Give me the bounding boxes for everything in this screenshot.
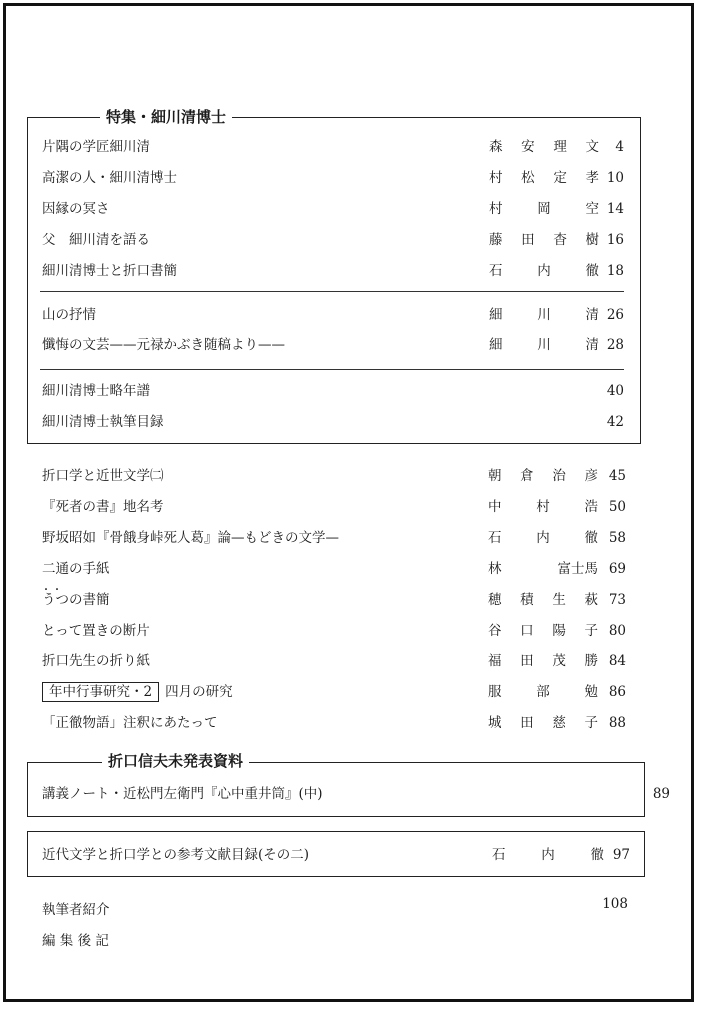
entry-author	[489, 167, 599, 189]
entry-page: 97	[612, 847, 630, 863]
toc-entry	[42, 260, 642, 282]
author-char: 服	[488, 684, 502, 701]
author-char: 城	[488, 715, 502, 732]
author-char: 林	[488, 560, 502, 577]
entry-page: 26	[606, 307, 624, 323]
toc-entry	[42, 650, 642, 672]
entry-title: 片隅の学匠細川清	[42, 139, 150, 155]
entry-title: 講義ノート・近松門左衛門『心中重井筒』(中)	[42, 786, 323, 802]
entry-page: 108	[602, 896, 628, 912]
entry-title: 細川清博士執筆目録	[42, 414, 164, 430]
author-char: 徹	[584, 529, 598, 546]
author-char: 部	[536, 684, 550, 701]
entry-author	[489, 304, 599, 326]
author-char: 松	[521, 170, 535, 186]
author-char: 細	[489, 307, 503, 323]
author-char: 岡	[537, 201, 551, 217]
toc-entry	[42, 496, 642, 518]
author-char: 清	[585, 307, 599, 323]
entry-page: 80	[608, 622, 626, 639]
emphasis-dotted-text: ・・ うつ	[42, 592, 69, 608]
entry-page: 89	[652, 786, 670, 802]
author-char: 田	[521, 232, 535, 248]
toc-entry	[42, 681, 642, 703]
entry-page: 42	[606, 414, 624, 430]
author-char: 治	[552, 468, 566, 484]
entry-title: 山の抒情	[42, 307, 96, 323]
entry-title: 高潔の人・細川清博士	[42, 170, 177, 186]
author-char: 徹	[590, 847, 604, 863]
entry-page: 40	[606, 383, 624, 399]
author-char: 石	[492, 847, 506, 863]
author-char: 定	[553, 170, 567, 186]
author-char: 村	[489, 201, 503, 217]
author-char: 中	[488, 498, 502, 515]
author-char: 川	[537, 307, 551, 323]
feature-divider-2	[40, 369, 624, 370]
entry-title: 執筆者紹介	[42, 902, 110, 918]
author-char: 孝	[585, 170, 599, 186]
author-char: 石	[489, 263, 503, 279]
entry-author	[489, 334, 599, 356]
entry-author	[489, 136, 599, 158]
entry-page: 50	[608, 498, 626, 515]
author-char: 浩	[584, 498, 598, 515]
author-char: 石	[488, 529, 502, 546]
toc-entry	[42, 380, 642, 402]
author-char: 谷	[488, 622, 502, 639]
entry-title: 二通の手紙	[42, 560, 110, 577]
entry-page: 18	[606, 263, 624, 279]
author-char: 杳	[553, 232, 567, 248]
entry-title: 編 集 後 記	[42, 933, 109, 949]
entry-title: 折口学と近世文学㈡	[42, 468, 164, 484]
contributors-entry	[42, 896, 642, 921]
author-char: 富士馬	[557, 560, 598, 577]
author-char: 勉	[584, 684, 598, 701]
bibliography-entry	[42, 844, 642, 866]
author-char: 生	[552, 591, 566, 608]
entry-page: 4	[615, 139, 624, 155]
entry-author	[488, 496, 598, 518]
unpublished-entry	[42, 783, 670, 805]
author-char: 内	[536, 529, 550, 546]
author-char: 内	[537, 263, 551, 279]
series-label-box: 年中行事研究・2	[42, 682, 159, 702]
author-char: 文	[585, 139, 599, 155]
entry-page: 28	[606, 337, 624, 353]
author-char: 朝	[488, 468, 502, 484]
entry-title: 年中行事研究・2 四月の研究	[42, 681, 233, 703]
feature-divider-1	[40, 291, 624, 292]
toc-entry	[42, 620, 642, 642]
entry-page: 16	[606, 232, 624, 248]
entry-title: とって置きの断片	[42, 622, 150, 639]
entry-title: 父 細川清を語る	[42, 232, 150, 248]
entry-page: 14	[606, 201, 624, 217]
toc-entry	[42, 465, 642, 487]
author-char: 徹	[585, 263, 599, 279]
entry-title: 「正徹物語」注釈にあたって	[42, 715, 218, 732]
entry-page: 69	[608, 560, 626, 577]
toc-entry	[42, 589, 642, 611]
entry-page: 73	[608, 591, 626, 608]
author-char: 理	[553, 139, 567, 155]
entry-author	[488, 465, 598, 487]
toc-entry	[42, 411, 642, 433]
toc-entry	[42, 304, 642, 326]
author-char: 口	[520, 622, 534, 639]
entry-title: 懺悔の文芸——元禄かぶき随稿より——	[42, 337, 285, 353]
author-char: 子	[584, 715, 598, 732]
entry-title: 『死者の書』地名考	[42, 498, 164, 515]
author-char: 森	[489, 139, 503, 155]
toc-entry	[42, 334, 642, 356]
author-char: 内	[541, 847, 555, 863]
author-char: 陽	[552, 622, 566, 639]
author-char: 子	[584, 622, 598, 639]
toc-entry	[42, 229, 642, 251]
entry-author	[488, 681, 598, 703]
author-char: 勝	[584, 653, 598, 670]
entry-page: 10	[606, 170, 624, 186]
author-char: 村	[489, 170, 503, 186]
author-char: 細	[489, 337, 503, 353]
entry-author	[489, 229, 599, 251]
toc-entry	[42, 712, 642, 734]
author-char: 慈	[552, 715, 566, 732]
entry-title: 折口先生の折り紙	[42, 653, 150, 670]
author-char: 福	[488, 653, 502, 670]
toc-entry	[42, 136, 642, 158]
author-char: 茂	[552, 653, 566, 670]
toc-entry	[42, 198, 642, 220]
entry-title: ・・ うつの書簡	[42, 589, 110, 611]
entry-author	[489, 198, 599, 220]
author-char: 田	[520, 653, 534, 670]
author-char: 彦	[584, 468, 598, 484]
entry-author	[488, 712, 598, 734]
author-char: 安	[521, 139, 535, 155]
entry-author	[488, 558, 598, 580]
toc-entry	[42, 558, 642, 580]
author-char: 樹	[585, 232, 599, 248]
entry-author	[488, 527, 598, 549]
entry-author	[488, 589, 598, 611]
entry-author	[488, 620, 598, 642]
author-char: 清	[585, 337, 599, 353]
entry-page: 84	[608, 653, 626, 670]
author-char: 空	[585, 201, 599, 217]
toc-entry	[42, 527, 642, 549]
author-char: 藤	[489, 232, 503, 248]
entry-title: 細川清博士と折口書簡	[42, 263, 177, 279]
entry-author	[488, 650, 598, 672]
author-char: 村	[536, 498, 550, 515]
author-char: 川	[537, 337, 551, 353]
entry-page: 86	[608, 684, 626, 701]
entry-author	[492, 844, 604, 866]
entry-page: 88	[608, 715, 626, 732]
author-char: 田	[520, 715, 534, 732]
toc-entry	[42, 167, 642, 189]
author-char: 積	[520, 591, 534, 608]
entry-title: 因縁の冥さ	[42, 201, 110, 217]
feature-section-title: 特集・細川清博士	[100, 108, 232, 126]
entry-title: 細川清博士略年譜	[42, 383, 150, 399]
entry-page: 58	[608, 529, 626, 546]
author-char: 穂	[488, 591, 502, 608]
unpublished-section-title: 折口信夫未発表資料	[102, 752, 249, 770]
entry-title: 近代文学と折口学との参考文献目録(その二)	[42, 847, 310, 863]
editorial-entry	[42, 930, 342, 952]
entry-author	[489, 260, 599, 282]
author-char: 萩	[584, 591, 598, 608]
entry-title: 野坂昭如『骨餓身峠死人葛』論—もどきの文学—	[42, 529, 339, 546]
author-char: 倉	[520, 468, 534, 484]
entry-page: 45	[608, 468, 626, 484]
